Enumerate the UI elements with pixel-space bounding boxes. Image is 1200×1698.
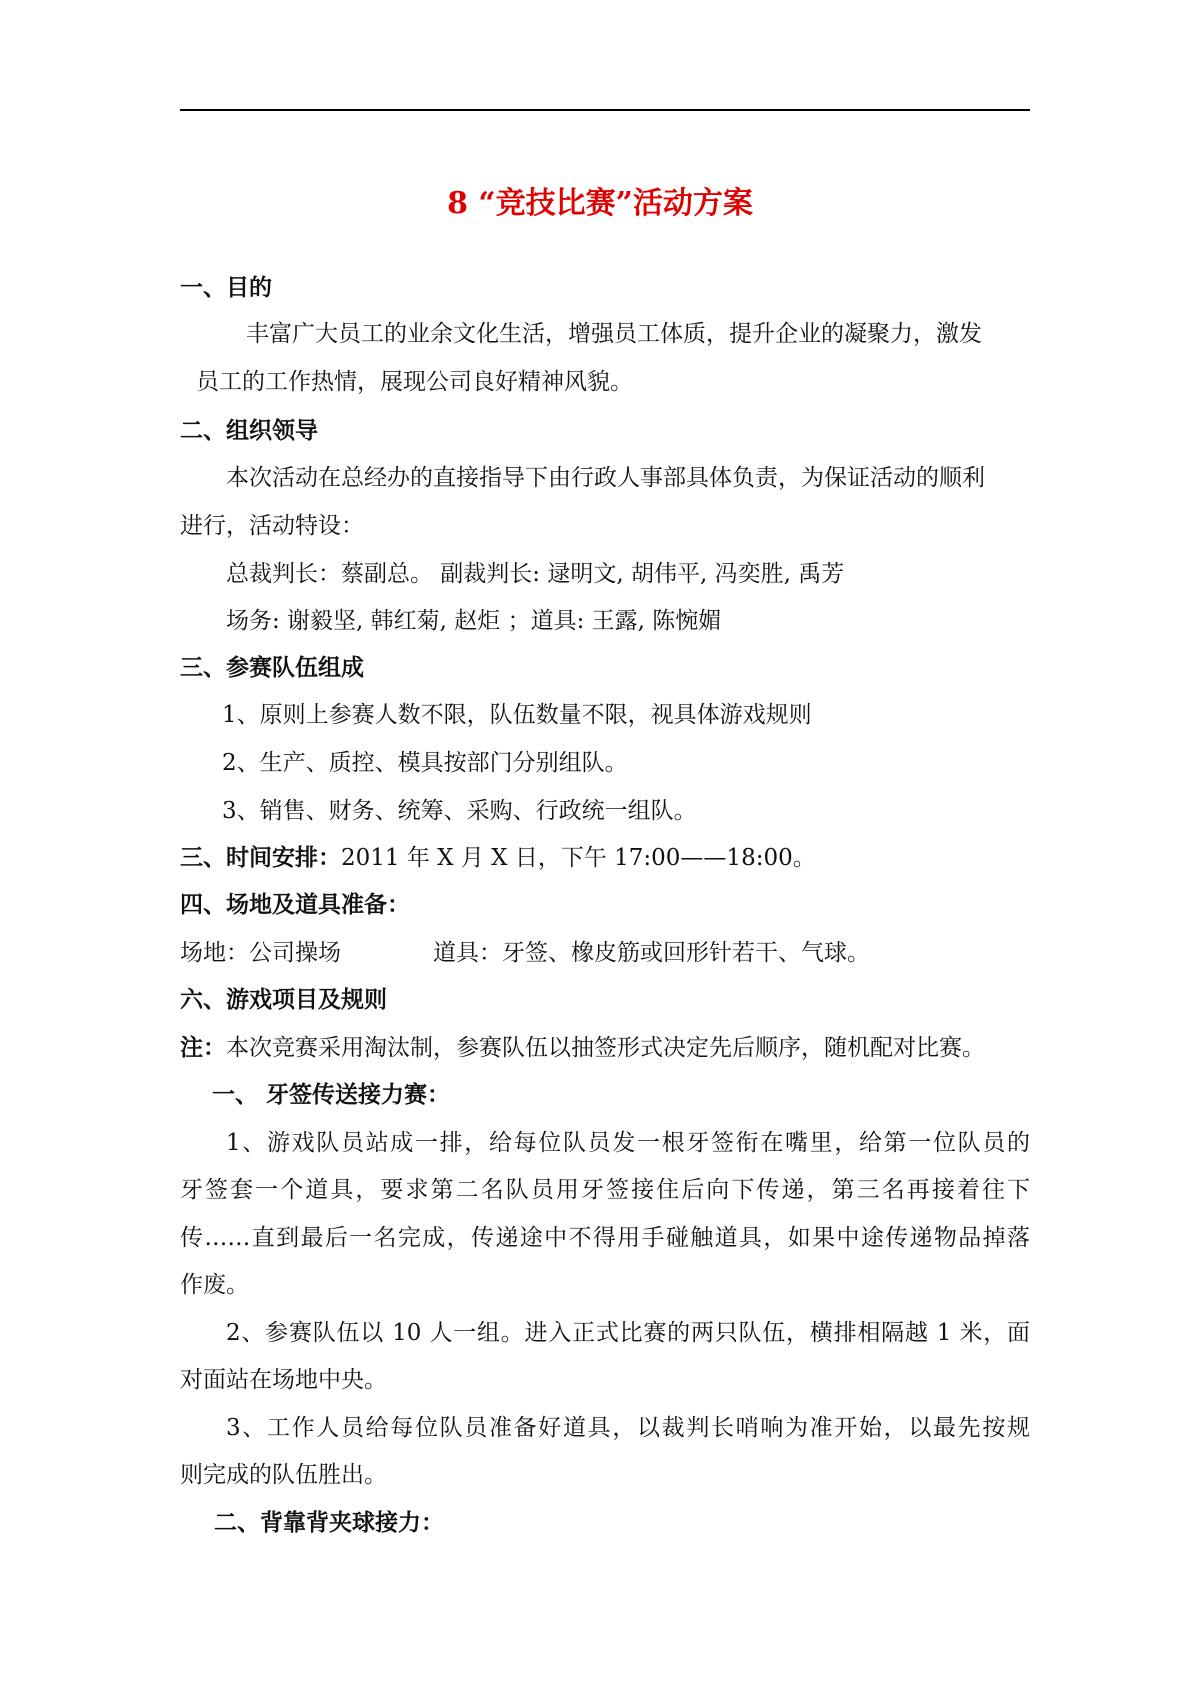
game-1-rule-1-line-1: 1、游戏队员站成一排，给每位队员发一根牙签衔在嘴里，给第一位队员的 bbox=[226, 1130, 1030, 1156]
time-value: 2011 年 X 月 X 日，下午 17:00——18:00。 bbox=[341, 845, 816, 871]
teams-item-1: 1、原则上参赛人数不限，队伍数量不限，视具体游戏规则 bbox=[222, 702, 812, 728]
section-heading-teams: 三、参赛队伍组成 bbox=[180, 654, 364, 681]
props-text: 道具：牙签、橡皮筋或回形针若干、气球。 bbox=[433, 940, 870, 966]
note-label: 注： bbox=[180, 1034, 226, 1061]
game-1-rule-3-line-2: 则完成的队伍胜出。 bbox=[180, 1462, 387, 1488]
time-line bbox=[180, 840, 1040, 876]
purpose-paragraph-line-1: 丰富广大员工的业余文化生活，增强员工体质，提升企业的凝聚力，激发 bbox=[246, 321, 982, 347]
organization-paragraph-line-1: 本次活动在总经办的直接指导下由行政人事部具体负责，为保证活动的顺利 bbox=[226, 465, 985, 491]
organization-paragraph-line-2: 进行，活动特设： bbox=[180, 513, 364, 539]
section-heading-organization: 二、组织领导 bbox=[180, 417, 318, 444]
document-title: 8 “竞技比赛”活动方案 bbox=[447, 186, 753, 221]
section-heading-venue: 四、场地及道具准备： bbox=[180, 891, 410, 918]
game-1-rule-3-line-1: 3、工作人员给每位队员准备好道具，以裁判长哨响为准开始，以最先按规 bbox=[226, 1415, 1030, 1441]
header-rule bbox=[180, 109, 1030, 111]
time-label: 三、时间安排： bbox=[180, 844, 341, 871]
game-1-rule-2-line-1: 2、参赛队伍以 10 人一组。进入正式比赛的两只队伍，横排相隔越 1 米，面 bbox=[226, 1320, 1030, 1346]
game-1-rule-2-line-2: 对面站在场地中央。 bbox=[180, 1367, 387, 1393]
teams-item-2: 2、生产、质控、模具按部门分别组队。 bbox=[222, 750, 628, 776]
purpose-paragraph-line-2: 员工的工作热情，展现公司良好精神风貌。 bbox=[196, 369, 633, 395]
note-text: 本次竞赛采用淘汰制，参赛队伍以抽签形式决定先后顺序，随机配对比赛。 bbox=[226, 1035, 985, 1061]
note-line bbox=[180, 1030, 1040, 1066]
judges-line: 总裁判长：蔡副总。 副裁判长: 逯明文, 胡伟平, 冯奕胜, 禹芳 bbox=[226, 561, 845, 587]
section-heading-purpose: 一、目的 bbox=[180, 274, 272, 301]
section-heading-games: 六、游戏项目及规则 bbox=[180, 986, 387, 1013]
game-1-rule-1-line-2: 牙签套一个道具，要求第二名队员用牙签接住后向下传递，第三名再接着往下 bbox=[180, 1177, 1030, 1203]
venue-text: 场地：公司操场 bbox=[180, 940, 341, 966]
game-1-rule-1-line-3: 传……直到最后一名完成，传递途中不得用手碰触道具，如果中途传递物品掉落 bbox=[180, 1225, 1030, 1251]
game-1-rule-1-line-4: 作废。 bbox=[180, 1272, 249, 1298]
staff-line: 场务: 谢毅坚, 韩红菊, 赵炬 ；道具: 王露, 陈惋媚 bbox=[226, 608, 722, 634]
teams-item-3: 3、销售、财务、统筹、采购、行政统一组队。 bbox=[222, 798, 697, 824]
game-1-heading: 一、 牙签传送接力赛： bbox=[212, 1081, 451, 1108]
game-2-heading: 二、背靠背夹球接力： bbox=[214, 1509, 444, 1536]
